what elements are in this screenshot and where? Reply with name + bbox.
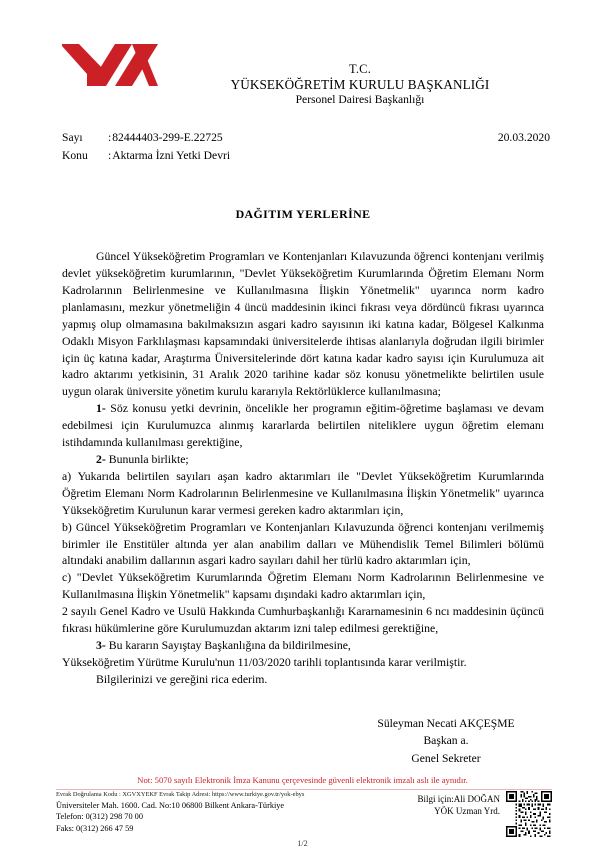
document-meta (62, 129, 550, 165)
organization-name: YÜKSEKÖĞRETİM KURULU BAŞKANLIĞI (230, 77, 490, 93)
sayi-value: 82444403-299-E.22725 (112, 131, 223, 144)
verification-code-line: Evrak Doğrulama Kodu : XGVXYEKF Evrak Takip Adresi: https://www.turkiye.gov.tr/yok-ebys (56, 791, 305, 798)
item-3-text: Bu kararın Sayıştay Başkanlığına da bildirilmesine, (105, 638, 351, 652)
footer-address-block (56, 791, 386, 834)
footer-contact-block (350, 793, 500, 817)
yok-logo-icon (62, 44, 158, 86)
item-2-text: Bununla birlikte; (105, 453, 189, 467)
item-c: c) "Devlet Yükseköğretim Kurumlarında Öğretim Elemanı Norm Kadrolarının Belirlenmesine ve Kullanılmasına İlişkin Yönetmelik" kapsamı dışındaki kadro aktarımları için, (62, 571, 544, 602)
republic-label: T.C. (348, 62, 372, 76)
department-name: Personel Dairesi Başkanlığı (295, 93, 425, 107)
meta-row-sayi (62, 129, 550, 147)
item-b: b) Güncel Yükseköğretim Programları ve Kontenjanları Kılavuzunda öğrenci kontenjanı verilmemiş birimler ile Enstitüler altında yer alan anabilim dalları ve Mühendislik Temel Bilimleri bölümü altındaki anabilim dallarının asgari kadro sayıları dahil her türlü kadro aktarımları için, (62, 520, 544, 568)
item-1-text: Söz konusu yetki devrinin, öncelikle her programın eğitim-öğretime başlaması ve devam edebilmesi için Kurulumuzca alınmış kararlarda belirtilen niteliklere uygun öğretim elemanı istihdamında kullanılması gerektiğine, (62, 402, 544, 450)
konu-value: Aktarma İzni Yetki Devri (112, 148, 231, 162)
footer-address: Üniversiteler Mah. 1600. Cad. No:10 06800 Bilkent Ankara-Türkiye (56, 800, 285, 810)
item-1-number: 1- (96, 402, 106, 416)
konu-label: Konu (62, 148, 88, 162)
contact-person: Bilgi için:Ali DOĞAN (417, 794, 500, 804)
addressee-heading: DAĞITIM YERLERİNE (235, 207, 371, 221)
meta-row-konu (62, 147, 550, 165)
organization-block (160, 62, 560, 107)
sayi-colon: : (108, 131, 112, 144)
signer-name: Süleyman Necati AKÇEŞME (377, 717, 515, 730)
footer-phone: Telefon: 0(312) 298 70 00 (56, 812, 143, 822)
item-3-number: 3- (96, 638, 106, 652)
page-number: 1/2 (297, 839, 308, 848)
item-3 (62, 638, 544, 655)
document-header (0, 34, 605, 114)
document-footer (56, 791, 552, 839)
document-body (62, 206, 544, 689)
sayi-label: Sayı (62, 131, 83, 144)
contact-title: YÖK Uzman Yrd. (434, 806, 500, 817)
footer-divider (56, 789, 552, 790)
signer-title: Genel Sekreter (411, 751, 481, 765)
document-date: 20.03.2020 (497, 131, 550, 144)
footer-fax: Faks: 0(312) 266 47 59 (56, 823, 134, 833)
signer-on-behalf: Başkan a. (423, 734, 469, 748)
closing-line: Bilgilerinizi ve gereğini rica ederim. (96, 672, 268, 686)
electronic-signature-note: Not: 5070 sayılı Elektronik İmza Kanunu çerçevesinde güvenli elektronik imzalı aslı ile aynıdır. (137, 775, 468, 785)
item-1 (62, 401, 544, 452)
qr-code-icon (506, 791, 552, 837)
item-c-continuation: 2 sayılı Genel Kadro ve Usulü Hakkında Cumhurbaşkanlığı Kararnamesinin 6 ncı maddesinin üçüncü fıkrası hükümlerine göre Kurulumuzdan aktarım izni talep edilmesi gerektiğine, (62, 605, 544, 636)
decision-line: Yükseköğretim Yürütme Kurulu'nun 11/03/2020 tarihli toplantısında karar verilmiştir. (62, 655, 467, 669)
item-a: a) Yukarıda belirtilen sayıları aşan kadro aktarımları ile "Devlet Yükseköğretim Kurumlarında Öğretim Elemanı Norm Kadrolarının Belirlenmesine ve Kullanılmasına İlişkin Yönetmelik" uyarınca Yükseköğretim Kurulunun karar vermesi gereken kadro aktarımları için, (62, 469, 544, 517)
paragraph-intro: Güncel Yükseköğretim Programları ve Kontenjanları Kılavuzunda öğrenci kontenjanı verilmiş devlet yükseköğretim kurumlarının, "Devlet Yükseköğretim Kurumlarında Öğretim Elemanı Norm Kadrolarının Belirlenmesine ve Kullanılmasına İlişkin Yönetmelik" uyarınca norm kadro planlamasını, mezkur yönetmeliğin 4 üncü maddesinin ikinci fıkrası veya dördüncü fıkrası uyarınca yapmış olup olmamasına bakılmaksızın asgari kadro sayısının iki katına kadar, Bölgesel Kalkınma Odaklı Misyon Farklılaşması kapsamındaki üniversitelerde ihtisas alanlarıyla doğrudan ilgili birimler için üç katına kadar, Araştırma Üniversitelerinde dört katına kadar kadro sayısı için Kurulumuza ait kadro aktarımı yetkisinin, 31 Aralık 2020 tarihine kadar söz konusu yönetmelikte belirtilen usule uygun olarak üniversite yönetim kurulu kararıyla Rektörlüklerce kullanılmasına; (62, 250, 544, 399)
konu-colon: : (108, 148, 112, 162)
item-2-number: 2- (96, 453, 106, 467)
signature-block (330, 715, 562, 767)
item-2 (62, 452, 544, 469)
